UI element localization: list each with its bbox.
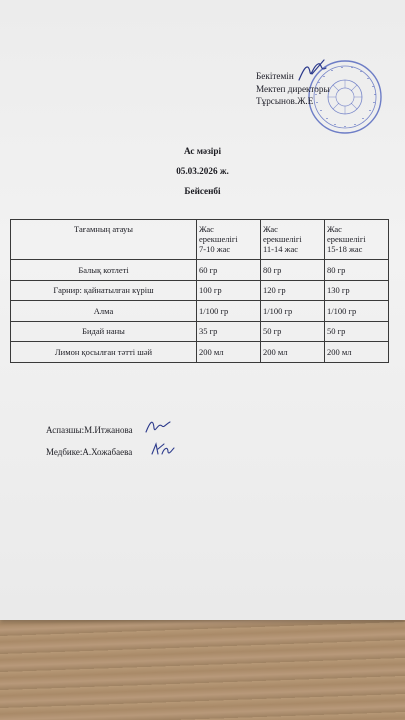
nurse-signature-icon [150,440,176,458]
portion-7-10: 1/100 гр [197,301,261,322]
header-dish-name: Тағамның атауы [11,220,197,260]
portion-15-18: 1/100 гр [325,301,389,322]
approval-position: Мектеп директоры [256,83,330,94]
table-row [11,321,389,342]
header-age-line: 7-10 жас [199,244,231,254]
table-row [11,301,389,322]
approval-name: Тұрсынов.Ж.Е [256,96,314,106]
portion-7-10: 35 гр [197,321,261,342]
nurse-line [46,447,132,457]
portion-7-10: 100 гр [197,280,261,301]
dish-name: Балық котлеті [11,260,197,281]
approval-line: Бекітемін [256,71,294,81]
dish-name: Лимон қосылған тәтті шәй [11,342,197,363]
portion-11-14: 200 мл [261,342,325,363]
approval-block [256,70,330,108]
cook-line [46,425,133,435]
portion-15-18: 80 гр [325,260,389,281]
cook-name: Аспазшы:М.Итжанова [46,425,133,435]
table-row [11,280,389,301]
wooden-floor [0,618,405,720]
menu-date: 05.03.2026 ж. [176,166,229,176]
portion-15-18: 130 гр [325,280,389,301]
table-header-row [11,220,389,260]
header-age-11-14 [261,220,325,260]
header-age-line: 15-18 жас [327,244,363,254]
portion-15-18: 50 гр [325,321,389,342]
table-row [11,260,389,281]
menu-title: Ас мәзірі [183,146,222,156]
portion-7-10: 200 мл [197,342,261,363]
menu-weekday: Бейсенбі [184,186,221,196]
header-age-line: Жас [199,224,214,234]
dish-name: Гарнир: қайнатылған күріш [11,280,197,301]
header-age-line: 11-14 жас [263,244,299,254]
header-age-line: Жас [263,224,278,234]
header-age-line: ерекшелігі [263,234,302,244]
portion-15-18: 200 мл [325,342,389,363]
portion-11-14: 80 гр [261,260,325,281]
portion-11-14: 50 гр [261,321,325,342]
nurse-name: Медбике:А.Хожабаева [46,447,133,457]
header-age-7-10 [197,220,261,260]
menu-table [10,219,389,363]
cook-signature-icon [144,416,172,436]
portion-11-14: 1/100 гр [261,301,325,322]
header-age-line: Жас [327,224,342,234]
header-age-15-18 [325,220,389,260]
header-age-line: ерекшелігі [327,234,366,244]
dish-name: Бидай наны [11,321,197,342]
portion-7-10: 60 гр [197,260,261,281]
table-row [11,342,389,363]
dish-name: Алма [11,301,197,322]
header-age-line: ерекшелігі [199,234,238,244]
portion-11-14: 120 гр [261,280,325,301]
